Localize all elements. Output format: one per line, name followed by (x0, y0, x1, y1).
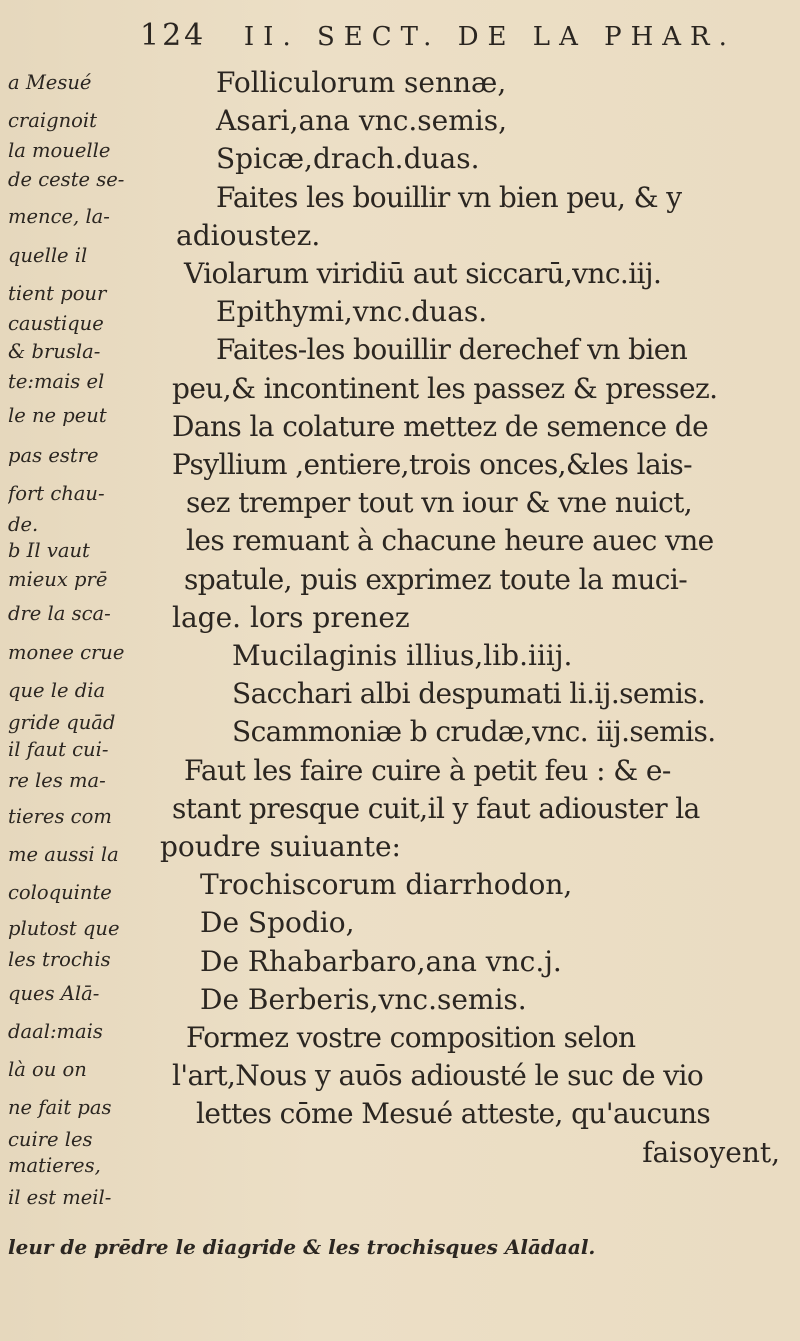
margin-line: craignoit (8, 109, 97, 133)
text-line: l'art,Nous y auōs adiousté le suc de vio (172, 1059, 704, 1093)
text-line: Psyllium ,entiere,trois onces,&les lais- (172, 448, 693, 482)
text-line: Spicæ,drach.duas. (216, 142, 480, 176)
text-line: sez tremper tout vn iour & vne nuict, (186, 486, 693, 520)
running-head: II. SECT. DE LA PHAR. (243, 22, 736, 52)
margin-line: te:mais el (8, 370, 105, 394)
margin-line: matieres, (8, 1154, 101, 1178)
text-line: stant presque cuit,il y faut adiouster la (172, 791, 700, 825)
text-line: adioustez. (176, 218, 321, 252)
text-line: Asari,ana vnc.semis, (216, 104, 507, 138)
margin-line: & brusla- (8, 340, 101, 364)
text-line: Epithymi,vnc.duas. (216, 295, 488, 329)
page-number: 124 (140, 18, 207, 53)
margin-line: que le dia (8, 678, 106, 702)
margin-line: quelle il (8, 243, 88, 267)
margin-line: monee crue (8, 640, 125, 664)
text-line: Mucilaginis illius,lib.iiij. (232, 639, 573, 673)
page-header (140, 18, 780, 58)
margin-line: caustique (8, 313, 104, 336)
margin-line: le ne peut (8, 404, 107, 428)
text-line: De Rhabarbaro,ana vnc.j. (200, 944, 562, 978)
text-line: Folliculorum sennæ, (216, 66, 507, 99)
text-line: spatule, puis exprimez toute la muci- (184, 562, 688, 596)
catchword: faisoyent, (642, 1135, 780, 1169)
margin-line: coloquinte (8, 881, 112, 905)
margin-notes (8, 64, 176, 1218)
text-line: Scammoniæ b crudæ,vnc. iij.semis. (232, 715, 716, 749)
margin-line: mence, la- (8, 205, 110, 229)
text-line: De Berberis,vnc.semis. (200, 982, 527, 1016)
margin-line: tient pour (8, 281, 107, 305)
margin-line: il faut cui- (8, 738, 109, 762)
margin-line: pas estre (8, 444, 99, 468)
text-line: lage. lors prenez (172, 600, 410, 634)
margin-line: fort chau- (8, 482, 105, 506)
text-line: Faites-les bouillir derechef vn bien (216, 333, 688, 367)
margin-line: de ceste se- (8, 168, 125, 192)
margin-line: gride quād (8, 711, 116, 735)
text-line: lettes cōme Mesué atteste, qu'aucuns (196, 1097, 711, 1131)
text-line: Sacchari albi despumati li.ij.semis. (232, 677, 706, 711)
margin-line: ques Alā- (8, 981, 100, 1005)
text-line: Dans la colature mettez de semence de (172, 409, 709, 443)
margin-line: tieres com (8, 805, 112, 829)
text-line: peu,& incontinent les passez & pressez. (172, 371, 718, 405)
text-line: Formez vostre composition selon (186, 1021, 636, 1055)
main-text (160, 64, 792, 1172)
margin-line: b Il vaut (8, 539, 90, 563)
margin-line: là ou on (8, 1058, 87, 1082)
margin-line: cuire les (8, 1128, 93, 1152)
margin-footnote: leur de prēdre le diagride & les trochisques Alādaal. (8, 1235, 596, 1259)
margin-line: ne fait pas (8, 1096, 112, 1120)
margin-line: il est meil- (8, 1186, 112, 1210)
margin-line: a Mesué (8, 71, 92, 94)
text-line: les remuant à chacune heure auec vne (186, 524, 714, 558)
margin-line: plutost que (8, 916, 120, 940)
text-line: Violarum viridiū aut siccarū,vnc.iij. (184, 257, 662, 291)
margin-line: mieux prē (8, 568, 108, 592)
margin-line: dre la sca- (8, 602, 111, 626)
text-line: Faut les faire cuire à petit feu : & e- (184, 753, 671, 787)
text-line: De Spodio, (200, 906, 355, 940)
margin-line: les trochis (8, 947, 111, 971)
text-line: Faites les bouillir vn bien peu, & y (216, 180, 682, 214)
margin-line: la mouelle (8, 140, 111, 163)
text-line: poudre suiuante: (160, 830, 401, 864)
margin-line: daal:mais (8, 1019, 103, 1043)
margin-line: me aussi la (8, 843, 119, 867)
margin-line: re les ma- (8, 769, 106, 793)
margin-line: de. (8, 513, 39, 537)
text-line: Trochiscorum diarrhodon, (200, 868, 573, 902)
